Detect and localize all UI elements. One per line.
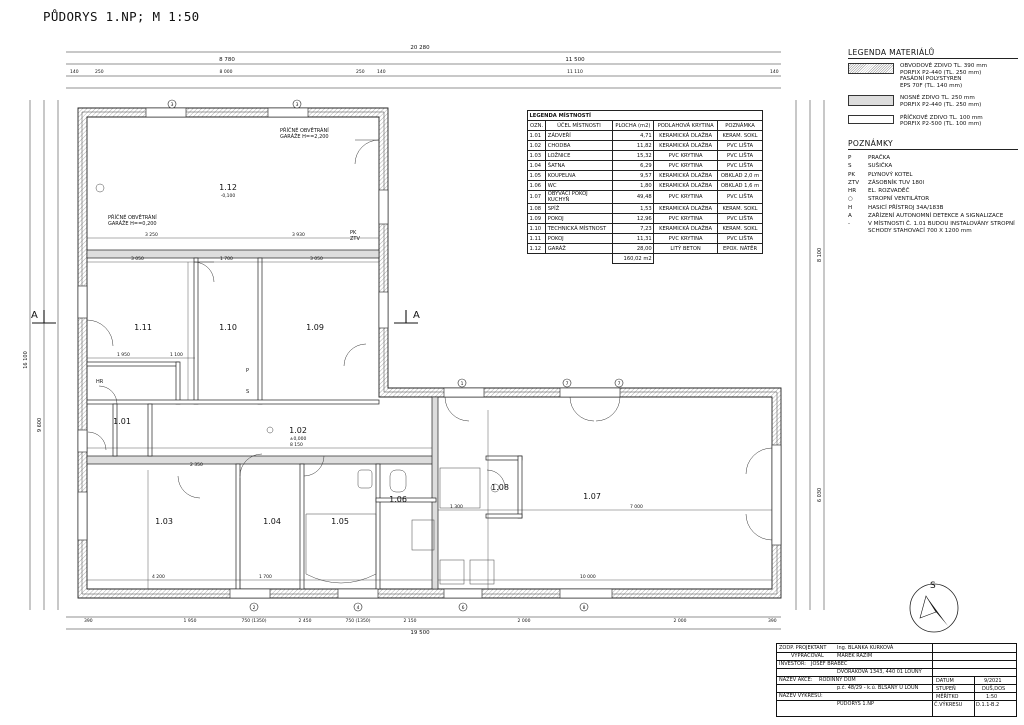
legend-line: EPS 70F (TL. 140 mm) bbox=[900, 82, 963, 89]
cell-floor: KERAMICKÁ DLAŽBA bbox=[654, 131, 718, 141]
room-table-caption: LEGENDA MÍSTNOSTÍ bbox=[528, 111, 763, 121]
room-label-1-07: 1.07 bbox=[583, 492, 601, 501]
dim-top-seg: 140 bbox=[770, 70, 779, 75]
dim-top-right: 11 500 bbox=[565, 57, 585, 63]
dim-interior: 4 200 bbox=[152, 575, 165, 580]
dim-interior: 3 250 bbox=[145, 233, 158, 238]
room-label-1-04: 1.04 bbox=[263, 517, 281, 526]
cell-floor: PVC KRYTINA bbox=[654, 234, 718, 244]
door-tag: 4 bbox=[356, 606, 360, 611]
cell-floor: LITÝ BETON bbox=[654, 244, 718, 254]
note-text: V MÍSTNOSTI Č. 1.01 BUDOU INSTALOVÁNY STROPNÍ SCHODY STAHOVACÍ 700 X 1200 mm bbox=[868, 221, 1015, 234]
note-code: HR bbox=[848, 188, 857, 195]
door-tag: 7 bbox=[617, 382, 621, 387]
tb-value: DUŠ,DOS bbox=[982, 686, 1006, 692]
legend-line: PŘÍČKOVÉ ZDIVO TL. 100 mm bbox=[900, 114, 983, 121]
cell-area: 15,32 bbox=[612, 151, 654, 161]
legend-line: FASÁDNÍ POLYSTYREN bbox=[900, 76, 962, 83]
col-header: POZNÁMKA bbox=[718, 121, 763, 131]
legend-item bbox=[848, 95, 1018, 108]
door-tag: 3 bbox=[295, 103, 299, 108]
legend-title: LEGENDA MATERIÁLŮ bbox=[848, 48, 1018, 59]
col-header: ÚČEL MÍSTNOSTI bbox=[546, 121, 612, 131]
table-row bbox=[528, 161, 763, 171]
cell-note: KERAM. SOKL bbox=[718, 131, 763, 141]
cell-note: PVC LIŠTA bbox=[718, 191, 763, 204]
cell-purpose: GARÁŽ bbox=[546, 244, 612, 254]
dim-bottom-seg: 2 150 bbox=[403, 619, 417, 624]
dim-top-seg: 140 bbox=[70, 70, 79, 75]
table-row bbox=[528, 224, 763, 234]
cell-area: 1,53 bbox=[612, 204, 654, 214]
dim-top-seg: 11 110 bbox=[567, 70, 583, 75]
cell-note: OBKLAD 1,6 m bbox=[718, 181, 763, 191]
cell-floor: PVC KRYTINA bbox=[654, 191, 718, 204]
tb-label: NÁZEV VÝKRESU: bbox=[779, 693, 823, 699]
dim-left-total: 16 100 bbox=[23, 351, 29, 369]
dim-top-left: 8 780 bbox=[219, 57, 235, 63]
col-header: PODLAHOVÁ KRYTINA bbox=[654, 121, 718, 131]
table-row bbox=[528, 191, 763, 204]
cell-code: 1.01 bbox=[528, 131, 546, 141]
cell-area: 11,31 bbox=[612, 234, 654, 244]
note-text: ZÁSOBNÍK TUV 180l bbox=[868, 179, 925, 186]
dim-bottom-seg: 390 bbox=[84, 619, 93, 624]
cell-floor: KERAMICKÁ DLAŽBA bbox=[654, 141, 718, 151]
cell-area: 1,80 bbox=[612, 181, 654, 191]
room-label-1-11: 1.11 bbox=[134, 323, 152, 332]
tb-value: PŮDORYS 1.NP bbox=[837, 701, 874, 707]
note-item bbox=[848, 154, 1018, 162]
legend-line: PORFIX P2-440 (TL. 250 mm) bbox=[900, 69, 982, 76]
table-row bbox=[528, 151, 763, 161]
garage-vent-note-2: PŘÍČNÉ OBVĚTRÁNÍ GARÁŽE H==0,200 bbox=[108, 215, 157, 227]
cell-floor: PVC KRYTINA bbox=[654, 161, 718, 171]
cell-purpose: CHODBA bbox=[546, 141, 612, 151]
tb-value: Ing. BLANKA KURKOVÁ bbox=[837, 645, 894, 651]
room-label-1-05: 1.05 bbox=[331, 517, 349, 526]
note-item bbox=[848, 204, 1018, 212]
note-code: - bbox=[848, 221, 851, 228]
note-item bbox=[848, 187, 1018, 195]
cell-total-area: 160,02 m2 bbox=[612, 254, 654, 264]
door-tag: 8 bbox=[582, 606, 586, 611]
cell-purpose: KOUPELNA bbox=[546, 171, 612, 181]
dim-right-mid: 6 030 bbox=[817, 487, 823, 503]
garage-vent-note-1: PŘÍČNÉ OBVĚTRÁNÍ GARÁŽE H==2,200 bbox=[280, 128, 329, 140]
col-header: PLOCHA (m2) bbox=[612, 121, 654, 131]
cell-floor: PVC KRYTINA bbox=[654, 214, 718, 224]
tb-value: D.1.1-B.2 bbox=[976, 702, 1000, 708]
room-level-1-12: -0,100 bbox=[220, 194, 236, 199]
p-label: P bbox=[246, 368, 250, 374]
note-text: PRAČKA bbox=[868, 155, 891, 161]
note-item bbox=[848, 212, 1018, 220]
materials-legend bbox=[848, 48, 1018, 134]
tb-value: DVOŘÁKOVA 1343, 440 01 LOUNY bbox=[837, 669, 922, 675]
note-text: STROPNÍ VENTILÁTOR bbox=[868, 196, 930, 203]
table-row bbox=[528, 171, 763, 181]
pk-ztv-label: PK ZTV bbox=[350, 230, 360, 242]
note-item bbox=[848, 195, 1018, 203]
note-code: A bbox=[848, 213, 852, 220]
tb-value: 9/2021 bbox=[984, 678, 1002, 684]
door-tag: 6 bbox=[461, 606, 465, 611]
cell-code: 1.03 bbox=[528, 151, 546, 161]
section-mark-left: A bbox=[31, 310, 38, 321]
tb-value: MAREK RAZÍM bbox=[837, 653, 873, 659]
cell-purpose: POKOJ bbox=[546, 234, 612, 244]
table-row bbox=[528, 244, 763, 254]
legend-line: PORFIX P2-440 (TL. 250 mm) bbox=[900, 101, 982, 108]
cell-area: 49,48 bbox=[612, 191, 654, 204]
room-label-1-09: 1.09 bbox=[306, 323, 324, 332]
dim-bottom-seg: 1 950 bbox=[183, 619, 197, 624]
exterior-wall-swatch bbox=[848, 63, 894, 74]
note-code: S bbox=[848, 163, 852, 170]
door-tag: 7 bbox=[565, 382, 569, 387]
dim-interior: 8 150 bbox=[290, 443, 303, 448]
tb-value: RODINNÝ DŮM bbox=[819, 677, 856, 683]
room-table-header bbox=[528, 121, 763, 131]
cell-area: 6,29 bbox=[612, 161, 654, 171]
cell-area: 11,82 bbox=[612, 141, 654, 151]
bearing-wall-swatch bbox=[848, 95, 894, 106]
dim-top-seg: 140 bbox=[377, 70, 386, 75]
room-legend-table bbox=[527, 110, 763, 264]
cell-area: 9,57 bbox=[612, 171, 654, 181]
legend-item bbox=[848, 63, 1018, 89]
note-item bbox=[848, 162, 1018, 170]
s-label: S bbox=[246, 389, 250, 395]
note-code: P bbox=[848, 155, 852, 161]
note-item bbox=[848, 179, 1018, 187]
dim-interior: 2 350 bbox=[190, 463, 203, 468]
tb-label: STUPEŇ bbox=[936, 686, 956, 692]
north-label: S bbox=[930, 581, 936, 591]
sheet-title: PŮDORYS 1.NP; M 1:50 bbox=[43, 9, 200, 24]
dim-top-seg: 250 bbox=[95, 70, 104, 75]
note-text: PLYNOVÝ KOTEL bbox=[868, 171, 913, 178]
cell-purpose: WC bbox=[546, 181, 612, 191]
dim-top-total: 20 280 bbox=[410, 45, 430, 51]
cell-area: 28,00 bbox=[612, 244, 654, 254]
room-label-1-01: 1.01 bbox=[113, 417, 131, 426]
cell-purpose: TECHNICKÁ MÍSTNOST bbox=[546, 224, 612, 234]
table-total-row bbox=[528, 254, 763, 264]
tb-label: MĚŘÍTKO bbox=[936, 694, 959, 700]
title-block bbox=[776, 643, 1017, 717]
dim-interior: 1 300 bbox=[450, 505, 463, 510]
partition-wall-swatch bbox=[848, 115, 894, 124]
table-row bbox=[528, 181, 763, 191]
cell-purpose: LOŽNICE bbox=[546, 151, 612, 161]
dim-left-mid: 9 600 bbox=[37, 417, 43, 433]
legend-item bbox=[848, 115, 1018, 128]
cell-note: PVC LIŠTA bbox=[718, 214, 763, 224]
dim-bottom-total: 19 500 bbox=[410, 630, 430, 636]
note-text: HASICÍ PŘÍSTROJ 34A/183B bbox=[868, 204, 944, 211]
cell-code: 1.04 bbox=[528, 161, 546, 171]
dim-interior: 3 050 bbox=[131, 257, 144, 262]
cell-code: 1.10 bbox=[528, 224, 546, 234]
hr-label: HR bbox=[96, 379, 104, 385]
cell-note: KERAM. SOKL bbox=[718, 204, 763, 214]
dim-interior: 10 000 bbox=[580, 575, 596, 580]
cell-code: 1.06 bbox=[528, 181, 546, 191]
col-header: OZN. bbox=[528, 121, 546, 131]
cell-floor: KERAMICKÁ DLAŽBA bbox=[654, 171, 718, 181]
room-level-1-02: ±0,000 bbox=[289, 437, 307, 442]
dim-interior: 1 950 bbox=[117, 353, 130, 358]
tb-value: p.č. 48/29 - k.ú. BLŠANY U LOUN bbox=[837, 685, 919, 691]
dim-top-seg: 8 000 bbox=[219, 70, 233, 75]
dim-bottom-seg: 750 (1350) bbox=[241, 619, 267, 624]
cell-note: KERAM. SOKL bbox=[718, 224, 763, 234]
table-row bbox=[528, 214, 763, 224]
cell-code: 1.08 bbox=[528, 204, 546, 214]
table-row bbox=[528, 234, 763, 244]
dim-interior: 1 100 bbox=[170, 353, 183, 358]
cell-code: 1.11 bbox=[528, 234, 546, 244]
note-item bbox=[848, 221, 1018, 234]
dim-interior: 3 050 bbox=[310, 257, 323, 262]
cell-note: PVC LIŠTA bbox=[718, 141, 763, 151]
cell-area: 4,71 bbox=[612, 131, 654, 141]
section-mark-right: A bbox=[413, 310, 420, 321]
dim-interior: 3 930 bbox=[292, 233, 305, 238]
cell-note: PVC LIŠTA bbox=[718, 151, 763, 161]
dim-top-seg: 250 bbox=[356, 70, 365, 75]
dim-bottom-seg: 2 000 bbox=[673, 619, 687, 624]
cell-floor: KERAMICKÁ DLAŽBA bbox=[654, 181, 718, 191]
dim-interior: 1 700 bbox=[220, 257, 233, 262]
legend-line: OBVODOVÉ ZDIVO TL. 390 mm bbox=[900, 63, 988, 69]
cell-purpose: OBÝVACÍ POKOJ KUCHYŇ bbox=[546, 191, 612, 204]
cell-purpose: POKOJ bbox=[546, 214, 612, 224]
note-item bbox=[848, 171, 1018, 179]
note-text: EL. ROZVADĚČ bbox=[868, 188, 910, 195]
tb-label: NÁZEV AKCE: bbox=[779, 677, 813, 683]
note-text: ZAŘÍZENÍ AUTONOMNÍ DETEKCE A SIGNALIZACE bbox=[868, 213, 1004, 220]
dim-interior: 1 700 bbox=[259, 575, 272, 580]
cell-floor: KERAMICKÁ DLAŽBA bbox=[654, 204, 718, 214]
room-label-1-12: 1.12 bbox=[219, 183, 237, 192]
table-row bbox=[528, 141, 763, 151]
cell-code: 1.12 bbox=[528, 244, 546, 254]
note-code: ZTV bbox=[848, 179, 860, 186]
dim-bottom-seg: 750 (1350) bbox=[345, 619, 371, 624]
cell-note: PVC LIŠTA bbox=[718, 234, 763, 244]
cell-code: 1.02 bbox=[528, 141, 546, 151]
cell-note: PVC LIŠTA bbox=[718, 161, 763, 171]
cell-area: 7,23 bbox=[612, 224, 654, 234]
door-tag: 2 bbox=[252, 606, 256, 611]
cell-code: 1.09 bbox=[528, 214, 546, 224]
cell-area: 12,96 bbox=[612, 214, 654, 224]
tb-value: JOSEF BRABEC bbox=[811, 661, 848, 667]
dim-bottom-seg: 2 450 bbox=[298, 619, 312, 624]
dim-bottom-seg: 2 000 bbox=[517, 619, 531, 624]
dim-interior: 7 000 bbox=[630, 505, 643, 510]
note-code: H bbox=[848, 204, 853, 211]
cell-floor: KERAMICKÁ DLAŽBA bbox=[654, 224, 718, 234]
room-label-1-08: 1.08 bbox=[491, 483, 509, 492]
cell-purpose: ŠATNA bbox=[546, 161, 612, 171]
cell-code: 1.05 bbox=[528, 171, 546, 181]
notes-title: POZNÁMKY bbox=[848, 139, 1018, 150]
cell-purpose: ZÁDVEŘÍ bbox=[546, 131, 612, 141]
cell-floor: PVC KRYTINA bbox=[654, 151, 718, 161]
door-tag: 3 bbox=[170, 103, 174, 108]
room-label-1-06: 1.06 bbox=[389, 495, 407, 504]
cell-purpose: SPÍŽ bbox=[546, 204, 612, 214]
dim-right-total: 8 100 bbox=[817, 247, 823, 263]
room-label-1-02: 1.02 bbox=[289, 426, 307, 435]
tb-label: VYPRACOVAL bbox=[791, 653, 824, 659]
cell-code: 1.07 bbox=[528, 191, 546, 204]
note-text: SUŠIČKA bbox=[868, 163, 893, 170]
tb-label: ZODP. PROJEKTANT bbox=[779, 645, 827, 651]
tb-label: DATUM bbox=[936, 678, 954, 684]
tb-label: INVESTOR: bbox=[779, 661, 806, 667]
legend-line: NOSNÉ ZDIVO TL. 250 mm bbox=[900, 95, 975, 102]
legend-line: PORFIX P2-500 (TL. 100 mm) bbox=[900, 121, 982, 128]
table-row bbox=[528, 131, 763, 141]
cell-note: EPOX. NÁTĚR bbox=[718, 244, 763, 254]
tb-cislo-row bbox=[932, 700, 1016, 709]
cell-note: OBKLAD 2,0 m bbox=[718, 171, 763, 181]
tb-value: 1:50 bbox=[986, 694, 998, 700]
note-code: ○ bbox=[848, 196, 853, 203]
room-label-1-10: 1.10 bbox=[219, 323, 237, 332]
tb-label: Č.VÝKRESU bbox=[934, 702, 963, 708]
dim-bottom-seg: 390 bbox=[768, 619, 777, 624]
room-label-1-03: 1.03 bbox=[155, 517, 173, 526]
door-tag: 1 bbox=[460, 382, 464, 387]
notes-section bbox=[848, 139, 1018, 234]
table-row bbox=[528, 204, 763, 214]
note-code: PK bbox=[848, 171, 856, 178]
